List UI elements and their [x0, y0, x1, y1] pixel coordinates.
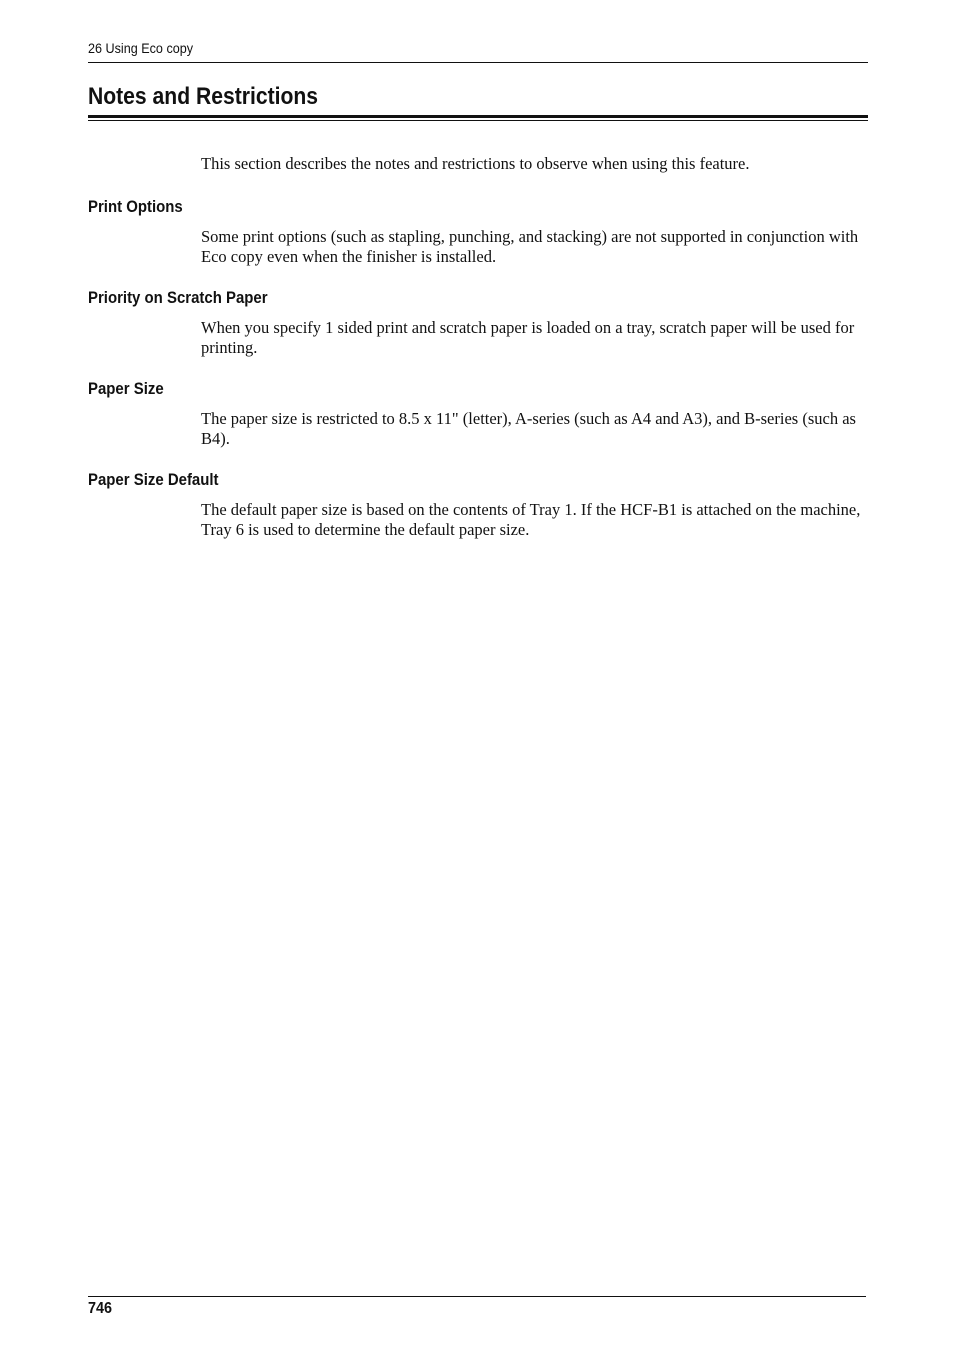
section-body-print-options: Some print options (such as stapling, punching, and stacking) are not supported in conjunction with Eco copy even when the finisher is installed.	[201, 227, 859, 266]
page-number: 746	[88, 1300, 113, 1317]
footer-rule	[88, 1296, 866, 1297]
intro-paragraph: This section describes the notes and restrictions to observe when using this feature.	[201, 154, 750, 173]
title-rule-thin	[88, 120, 868, 121]
page-title: Notes and Restrictions	[88, 83, 319, 110]
running-header: 26 Using Eco copy	[88, 40, 194, 56]
header-rule	[88, 62, 868, 63]
section-body-paper-size-default: The default paper size is based on the contents of Tray 1. If the HCF-B1 is attached on the machine, Tray 6 is used to determine the default paper size.	[201, 500, 861, 539]
title-rule-thick	[88, 115, 868, 118]
section-body-paper-size: The paper size is restricted to 8.5 x 11" (letter), A-series (such as A4 and A3), and B-series (such as B4).	[201, 409, 856, 448]
section-heading-paper-size-default: Paper Size Default	[88, 470, 219, 489]
section-heading-priority-on-scratch-paper: Priority on Scratch Paper	[88, 288, 268, 307]
section-heading-print-options: Print Options	[88, 197, 183, 216]
section-heading-paper-size: Paper Size	[88, 379, 164, 398]
section-body-priority-on-scratch-paper: When you specify 1 sided print and scratch paper is loaded on a tray, scratch paper will be used for printing.	[201, 318, 855, 357]
